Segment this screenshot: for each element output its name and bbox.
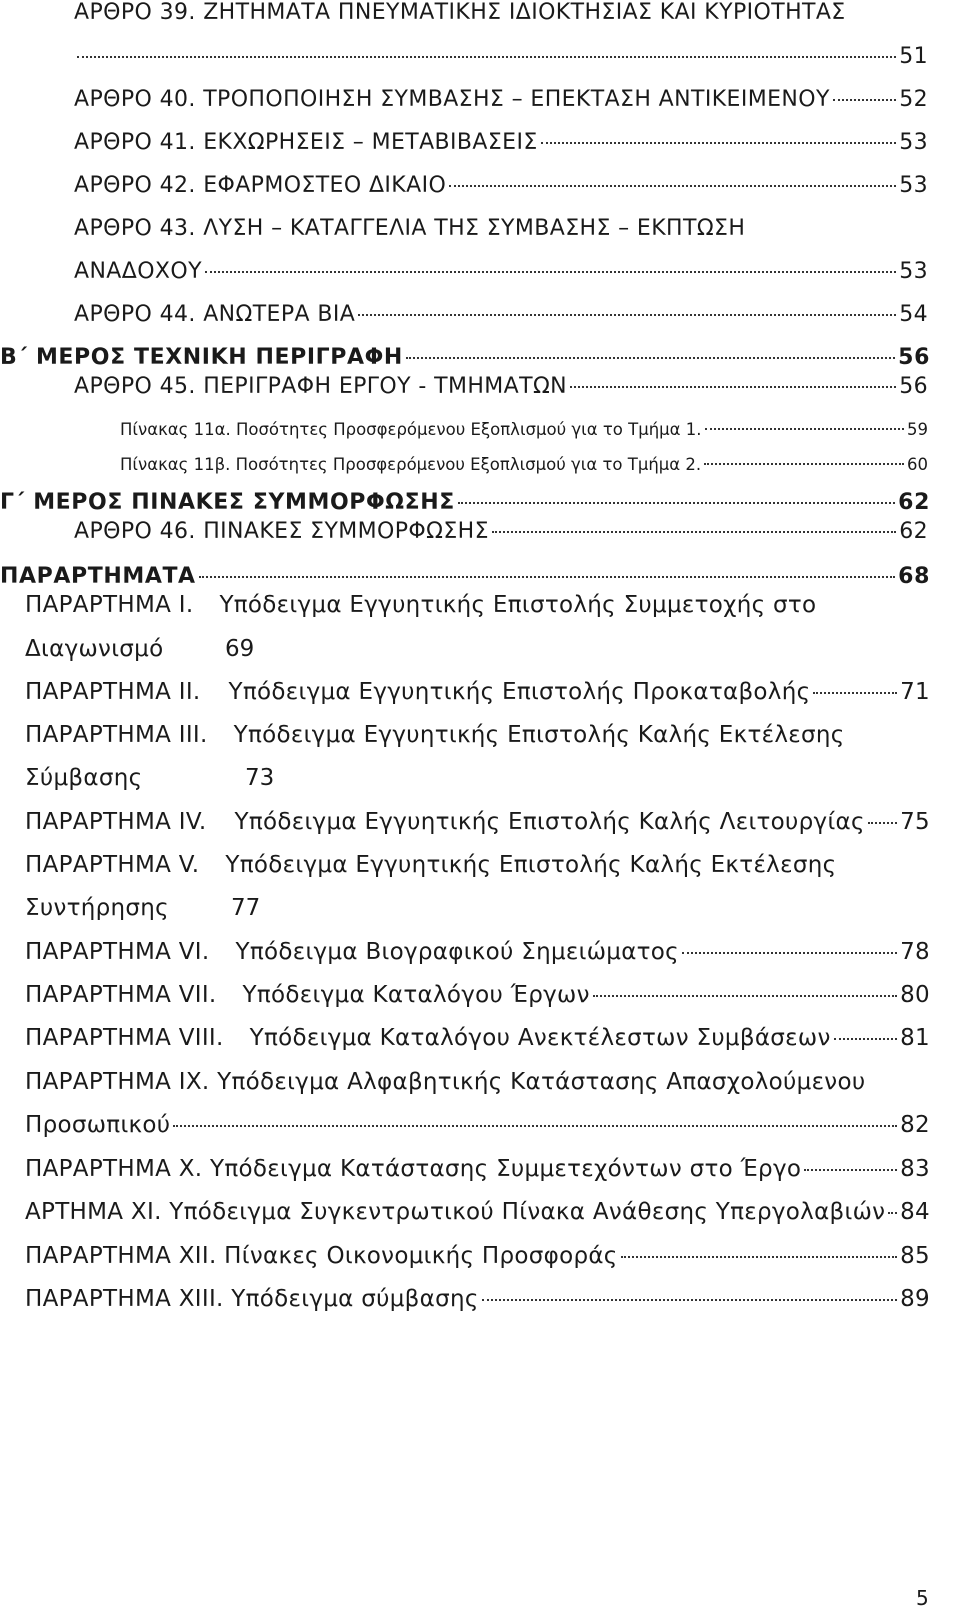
- annex-number: ΠΑΡΑΡΤΗΜΑ VΙΙΙ.: [25, 1025, 224, 1051]
- dot-leader: [593, 995, 897, 997]
- toc-entry-annexes[interactable]: [0, 564, 930, 589]
- dot-leader: [813, 692, 897, 694]
- page-number: 56: [898, 345, 930, 370]
- dot-leader: [804, 1169, 897, 1171]
- annex-number: ΠΑΡΑΡΤΗΜΑ Ι.: [25, 592, 194, 618]
- entry-title: Πίνακας 11β. Ποσότητες Προσφερόμενου Εξοπλισμού για το Τμήμα 2.: [120, 455, 702, 474]
- entry-title: ΠΑΡΑΡΤΗΜΑΤΑ: [0, 564, 196, 589]
- page-number: 69: [225, 636, 255, 662]
- toc-entry-art39[interactable]: [74, 44, 928, 69]
- annex-number: ΠΑΡΑΡΤΗΜΑ V.: [25, 852, 200, 878]
- page-number: 52: [899, 87, 928, 112]
- annex-number: ΠΑΡΑΡΤΗΜΑ ΙΙΙ.: [25, 722, 208, 748]
- entry-title: ΠΑΡΑΡΤΗΜΑ Χ. Υπόδειγμα Κατάστασης Συμμετεχόντων στο Έργο: [25, 1156, 802, 1182]
- dot-leader: [621, 1256, 898, 1258]
- toc-entry-annex-4[interactable]: [25, 809, 930, 835]
- page-number: 60: [907, 455, 928, 474]
- entry-title: ΠΑΡΑΡΤΗΜΑ ΧΙΙΙ. Υπόδειγμα σύμβασης: [25, 1286, 479, 1312]
- entry-title: ΑΡΘΡΟ 46. ΠΙΝΑΚΕΣ ΣΥΜΜΟΡΦΩΣΗΣ: [74, 519, 489, 544]
- toc-entry-annex-8[interactable]: [25, 1025, 930, 1051]
- page-number: 82: [900, 1112, 930, 1138]
- page-number: 59: [907, 420, 928, 439]
- dot-leader: [492, 531, 896, 533]
- toc-entry-art43-title[interactable]: ΑΡΘΡΟ 43. ΛΥΣΗ – ΚΑΤΑΓΓΕΛΙΑ ΤΗΣ ΣΥΜΒΑΣΗΣ – ΕΚΠΤΩΣΗ: [74, 216, 746, 241]
- toc-entry-part-b[interactable]: [0, 345, 930, 370]
- page-number: 89: [900, 1286, 930, 1312]
- entry-title: ΑΡΤΗΜΑ ΧΙ. Υπόδειγμα Συγκεντρωτικού Πίνακα Ανάθεσης Υπεργολαβιών: [25, 1199, 886, 1225]
- page-number: 53: [899, 173, 928, 198]
- page-number: 62: [898, 490, 930, 515]
- entry-title: Πίνακας 11α. Ποσότητες Προσφερόμενου Εξοπλισμού για το Τμήμα 1.: [120, 420, 702, 439]
- entry-title: ΑΡΘΡΟ 44. ΑΝΩΤΕΡΑ ΒΙΑ: [74, 302, 356, 327]
- annex-title: Υπόδειγμα Βιογραφικού Σημειώματος: [235, 939, 679, 965]
- page-number: 53: [899, 130, 928, 155]
- dot-leader: [458, 502, 895, 504]
- toc-entry-annex-1[interactable]: [25, 592, 816, 618]
- entry-title: ΑΡΘΡΟ 42. ΕΦΑΡΜΟΣΤΕΟ ΔΙΚΑΙΟ: [74, 173, 447, 198]
- toc-entry-annex-9[interactable]: [25, 1112, 930, 1138]
- dot-leader: [482, 1299, 897, 1301]
- dot-leader: [173, 1125, 897, 1127]
- dot-leader: [570, 386, 896, 388]
- page-number: 68: [898, 564, 930, 589]
- toc-entry-art46[interactable]: [74, 519, 928, 544]
- annex-number: ΠΑΡΑΡΤΗΜΑ VΙΙ.: [25, 982, 217, 1008]
- annex-title: Υπόδειγμα Εγγυητικής Επιστολής Προκαταβολής: [228, 679, 811, 705]
- toc-entry-annex-12[interactable]: [25, 1243, 930, 1269]
- annex-title: Υπόδειγμα Καταλόγου Έργων: [242, 982, 590, 1008]
- annex-title: Υπόδειγμα Εγγυητικής Επιστολής Καλής Εκτέλεσης: [225, 852, 837, 878]
- toc-entry-annex-3-cont[interactable]: [25, 765, 142, 791]
- entry-title: ΑΡΘΡΟ 40. ΤΡΟΠΟΠΟΙΗΣΗ ΣΥΜΒΑΣΗΣ – ΕΠΕΚΤΑΣΗ ΑΝΤΙΚΕΙΜΕΝΟΥ: [74, 87, 830, 112]
- page-number: 77: [231, 895, 261, 921]
- toc-entry-annex-2[interactable]: [25, 679, 930, 705]
- dot-leader: [705, 428, 904, 430]
- toc-entry-annex-6[interactable]: [25, 939, 930, 965]
- page-number: 56: [899, 374, 928, 399]
- toc-entry-table-11b[interactable]: [120, 455, 928, 474]
- dot-leader: [449, 185, 896, 187]
- entry-title: ΑΡΘΡΟ 45. ΠΕΡΙΓΡΑΦΗ ΕΡΓΟΥ - ΤΜΗΜΑΤΩΝ: [74, 374, 568, 399]
- dot-leader: [205, 271, 896, 273]
- dot-leader: [682, 952, 897, 954]
- annex-number: ΠΑΡΑΡΤΗΜΑ VΙ.: [25, 939, 210, 965]
- toc-entry-annex-10[interactable]: [25, 1156, 930, 1182]
- annex-number: ΠΑΡΑΡΤΗΜΑ ΙΙ.: [25, 679, 201, 705]
- dot-leader: [77, 56, 896, 58]
- page-number: 85: [900, 1243, 930, 1269]
- page-number: 71: [900, 679, 930, 705]
- toc-entry-annex-3[interactable]: [25, 722, 845, 748]
- page-number: 84: [900, 1199, 930, 1225]
- toc-entry-art43[interactable]: [74, 259, 928, 284]
- annex-title-cont: Προσωπικού: [25, 1112, 171, 1138]
- annex-title: Υπόδειγμα Εγγυητικής Επιστολής Καλής Εκτέλεσης: [233, 722, 845, 748]
- dot-leader: [834, 1038, 898, 1040]
- page-number: 51: [899, 44, 928, 69]
- entry-title: Β΄ ΜΕΡΟΣ ΤΕΧΝΙΚΗ ΠΕΡΙΓΡΑΦΗ: [0, 345, 403, 370]
- page-number: 80: [900, 982, 930, 1008]
- toc-entry-annex-9-title[interactable]: ΠΑΡΑΡΤΗΜΑ ΙΧ. Υπόδειγμα Αλφαβητικής Κατάστασης Απασχολούμενου: [25, 1069, 866, 1095]
- page-number: 54: [899, 302, 928, 327]
- footer-page-number: 5: [916, 1586, 929, 1610]
- annex-title: Υπόδειγμα Εγγυητικής Επιστολής Καλής Λειτουργίας: [234, 809, 865, 835]
- page-number: 83: [900, 1156, 930, 1182]
- dot-leader: [888, 1212, 897, 1214]
- annex-number: ΠΑΡΑΡΤΗΜΑ ΙV.: [25, 809, 207, 835]
- annex-title-cont: Διαγωνισμό: [25, 636, 164, 662]
- page-number: 73: [245, 765, 275, 791]
- page-number: 53: [899, 259, 928, 284]
- entry-title: ΠΑΡΑΡΤΗΜΑ ΧΙΙ. Πίνακες Οικονομικής Προσφοράς: [25, 1243, 618, 1269]
- toc-entry-art40[interactable]: [74, 87, 928, 112]
- toc-entry-part-c[interactable]: [0, 490, 930, 515]
- entry-title-cont: ΑΝΑΔΟΧΟΥ: [74, 259, 202, 284]
- dot-leader: [833, 99, 896, 101]
- annex-title: Υπόδειγμα Καταλόγου Ανεκτέλεστων Συμβάσεων: [249, 1025, 831, 1051]
- toc-entry-annex-11[interactable]: [25, 1199, 930, 1225]
- toc-entry-annex-7[interactable]: [25, 982, 930, 1008]
- dot-leader: [358, 314, 896, 316]
- dot-leader: [199, 576, 895, 578]
- toc-entry-art42[interactable]: [74, 173, 928, 198]
- entry-title: ΑΡΘΡΟ 41. ΕΚΧΩΡΗΣΕΙΣ – ΜΕΤΑΒΙΒΑΣΕΙΣ: [74, 130, 538, 155]
- entry-title: Γ΄ ΜΕΡΟΣ ΠΙΝΑΚΕΣ ΣΥΜΜΟΡΦΩΣΗΣ: [0, 490, 455, 515]
- annex-title: Υπόδειγμα Εγγυητικής Επιστολής Συμμετοχής στο: [219, 592, 817, 618]
- page-number: 78: [900, 939, 930, 965]
- page-number: 62: [899, 519, 928, 544]
- toc-entry-art39-title[interactable]: ΑΡΘΡΟ 39. ΖΗΤΗΜΑΤΑ ΠΝΕΥΜΑΤΙΚΗΣ ΙΔΙΟΚΤΗΣΙΑΣ ΚΑΙ ΚΥΡΙΟΤΗΤΑΣ: [74, 0, 846, 25]
- toc-entry-art45[interactable]: [74, 374, 928, 399]
- annex-title-cont: Σύμβασης: [25, 765, 143, 791]
- dot-leader: [704, 463, 904, 465]
- toc-entry-art41[interactable]: [74, 130, 928, 155]
- page-number: 75: [900, 809, 930, 835]
- toc-entry-annex-1-cont[interactable]: [25, 636, 163, 662]
- annex-title-cont: Συντήρησης: [25, 895, 169, 921]
- toc-entry-annex-5[interactable]: [25, 852, 836, 878]
- dot-leader: [406, 357, 895, 359]
- dot-leader: [541, 142, 897, 144]
- dot-leader: [868, 822, 897, 824]
- page-number: 81: [900, 1025, 930, 1051]
- toc-entry-art44[interactable]: [74, 302, 928, 327]
- toc-entry-annex-5-cont[interactable]: [25, 895, 169, 921]
- toc-entry-annex-13[interactable]: [25, 1286, 930, 1312]
- toc-entry-table-11a[interactable]: [120, 420, 928, 439]
